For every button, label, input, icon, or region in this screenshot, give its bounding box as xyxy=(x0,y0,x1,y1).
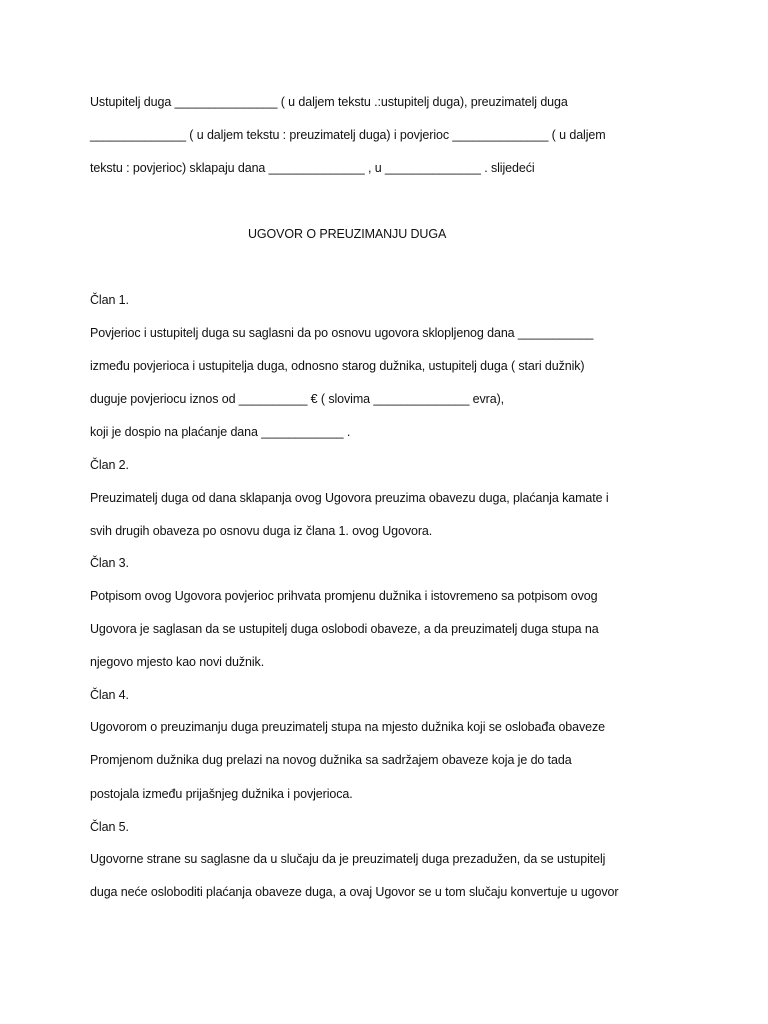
article-2-line-1: Preuzimatelj duga od dana sklapanja ovog Ugovora preuzima obavezu duga, plaćanja kamate i xyxy=(90,491,609,505)
article-2-line-2: svih drugih obaveza po osnovu duga iz člana 1. ovog Ugovora. xyxy=(90,524,433,538)
intro-line-1: Ustupitelj duga _______________ ( u daljem tekstu .:ustupitelj duga), preuzimatelj duga xyxy=(90,95,568,109)
document-title: UGOVOR O PREUZIMANJU DUGA xyxy=(248,227,447,241)
intro-line-3: tekstu : povjerioc) sklapaju dana ______________ , u ______________ . slijedeći xyxy=(90,161,535,175)
article-2-heading: Član 2. xyxy=(90,458,129,472)
article-1-heading: Član 1. xyxy=(90,293,129,307)
article-1-line-4: koji je dospio na plaćanje dana ____________ . xyxy=(90,425,351,439)
article-3-line-1: Potpisom ovog Ugovora povjerioc prihvata promjenu dužnika i istovremeno sa potpisom ovog xyxy=(90,589,598,603)
article-5-line-2: duga neće osloboditi plaćanja obaveze duga, a ovaj Ugovor se u tom slučaju konvertuje u ugovor xyxy=(90,885,619,899)
article-4-line-1: Ugovorom o preuzimanju duga preuzimatelj stupa na mjesto dužnika koji se oslobađa obaveze xyxy=(90,720,606,734)
article-1-line-1: Povjerioc i ustupitelj duga su saglasni da po osnovu ugovora sklopljenog dana ___________ xyxy=(90,326,594,340)
article-4-heading: Član 4. xyxy=(90,688,129,702)
article-3-heading: Član 3. xyxy=(90,556,129,570)
article-5-heading: Član 5. xyxy=(90,820,129,834)
article-1-line-2: između povjerioca i ustupitelja duga, odnosno starog dužnika, ustupitelj duga ( stari dužnik) xyxy=(90,359,585,373)
article-1-line-3: duguje povjeriocu iznos od __________ € ( slovima ______________ evra), xyxy=(90,392,505,406)
article-3-line-3: njegovo mjesto kao novi dužnik. xyxy=(90,655,265,669)
intro-line-2: ______________ ( u daljem tekstu : preuzimatelj duga) i povjerioc ______________ ( u daljem xyxy=(90,128,606,142)
article-4-line-3: postojala između prijašnjeg dužnika i povjerioca. xyxy=(90,787,353,801)
article-5-line-1: Ugovorne strane su saglasne da u slučaju da je preuzimatelj duga prezadužen, da se ustupitelj xyxy=(90,852,606,866)
article-3-line-2: Ugovora je saglasan da se ustupitelj duga oslobodi obaveze, a da preuzimatelj duga stupa na xyxy=(90,622,599,636)
article-4-line-2: Promjenom dužnika dug prelazi na novog dužnika sa sadržajem obaveze koja je do tada xyxy=(90,753,572,767)
